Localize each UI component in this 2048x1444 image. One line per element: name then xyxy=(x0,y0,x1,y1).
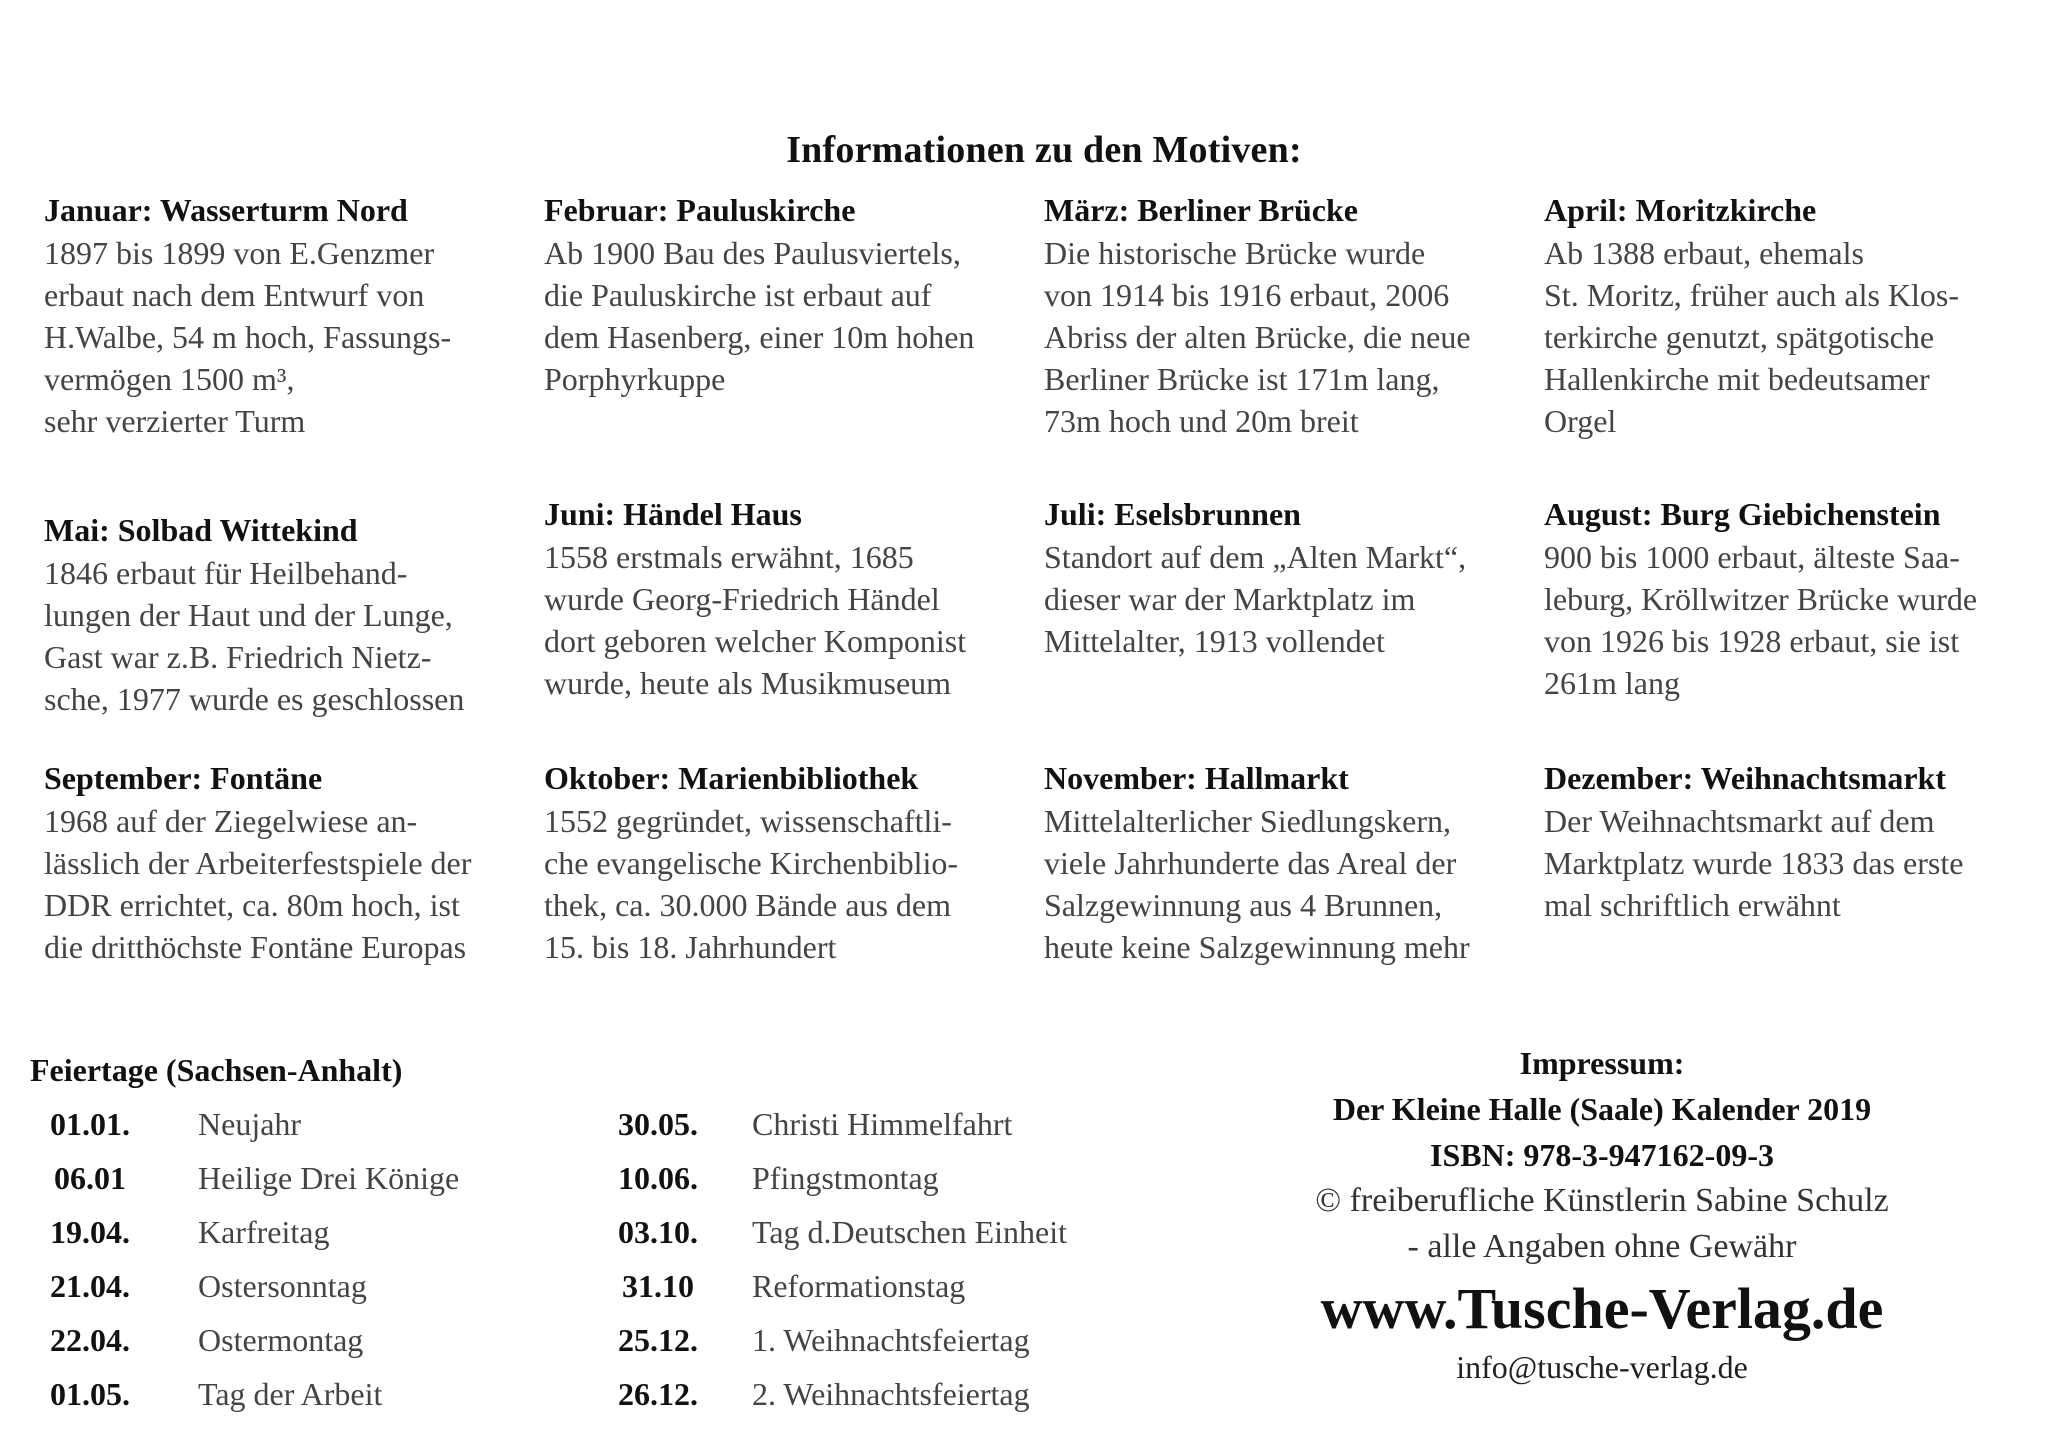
month-heading: Juni: Händel Haus xyxy=(544,496,802,532)
month-heading: April: Moritzkirche xyxy=(1544,192,1817,228)
month-heading: Oktober: Marienbibliothek xyxy=(544,760,919,796)
month-entry-oktober xyxy=(544,756,1039,968)
month-heading: Februar: Pauluskirche xyxy=(544,192,856,228)
month-entry-april xyxy=(1544,188,2039,442)
month-entry-juli xyxy=(1044,492,1539,662)
month-text: Ab 1900 Bau des Paulusviertels, die Pauluskirche ist erbaut auf dem Hasenberg, einer 10m hohen Porphyrkuppe xyxy=(544,235,975,397)
month-entry-februar xyxy=(544,188,1039,400)
holiday-name: Christi Himmelfahrt xyxy=(752,1106,1013,1142)
holiday-date: 10.06. xyxy=(618,1160,698,1196)
holiday-name: Pfingstmontag xyxy=(752,1160,939,1196)
month-text: Der Weihnachtsmarkt auf dem Marktplatz wurde 1833 das erste mal schriftlich erwähnt xyxy=(1544,803,1964,923)
imprint-isbn: ISBN: 978-3-947162-09-3 xyxy=(1430,1137,1774,1173)
holiday-name: Ostermontag xyxy=(198,1322,364,1358)
month-entry-dezember xyxy=(1544,756,2039,926)
holiday-name: Tag der Arbeit xyxy=(198,1376,383,1412)
month-text: 1968 auf der Ziegelwiese an- lässlich der Arbeiterfestspiele der DDR errichtet, ca. 80m hoch, ist die dritthöchste Fontäne Europas xyxy=(44,803,472,965)
holiday-name: Neujahr xyxy=(198,1106,302,1142)
holiday-date: 01.05. xyxy=(50,1376,130,1412)
month-heading: Dezember: Weihnachtsmarkt xyxy=(1544,760,1946,796)
month-heading: November: Hallmarkt xyxy=(1044,760,1349,796)
month-text: 1552 gegründet, wissenschaftli- che evangelische Kirchenbiblio- thek, ca. 30.000 Bände aus dem 15. bis 18. Jahrhundert xyxy=(544,803,959,965)
month-heading: März: Berliner Brücke xyxy=(1044,192,1358,228)
holiday-name: Ostersonntag xyxy=(198,1268,367,1304)
holiday-date: 22.04. xyxy=(50,1322,130,1358)
holiday-date: 19.04. xyxy=(50,1214,130,1250)
month-text: Standort auf dem „Alten Markt“, dieser war der Marktplatz im Mittelalter, 1913 vollendet xyxy=(1044,539,1467,659)
holiday-date: 21.04. xyxy=(50,1268,130,1304)
email-link[interactable]: info@tusche-verlag.de xyxy=(1456,1349,1748,1385)
month-entry-august xyxy=(1544,492,2039,704)
holiday-name: Heilige Drei Könige xyxy=(198,1160,460,1196)
holiday-name: Karfreitag xyxy=(198,1214,330,1250)
month-heading: August: Burg Giebichenstein xyxy=(1544,496,1941,532)
holiday-date: 03.10. xyxy=(618,1214,698,1250)
page-title: Informationen zu den Motiven: xyxy=(786,129,1302,171)
month-entry-september xyxy=(44,756,539,968)
month-text: 1897 bis 1899 von E.Genzmer erbaut nach dem Entwurf von H.Walbe, 54 m hoch, Fassungs- vermögen 1500 m³, sehr verzierter Turm xyxy=(44,235,452,439)
month-text: 1846 erbaut für Heilbehand- lungen der Haut und der Lunge, Gast war z.B. Friedrich Nietz- sche, 1977 wurde es geschlossen xyxy=(44,555,465,717)
holiday-name: Tag d.Deutschen Einheit xyxy=(752,1214,1067,1250)
holiday-date: 31.10 xyxy=(622,1268,694,1304)
imprint-block xyxy=(1242,1040,1962,1386)
holiday-date: 06.01 xyxy=(54,1160,126,1196)
month-heading: September: Fontäne xyxy=(44,760,323,796)
month-heading: Juli: Eselsbrunnen xyxy=(1044,496,1301,532)
month-entry-januar xyxy=(44,188,539,442)
month-text: 900 bis 1000 erbaut, älteste Saa- leburg, Kröllwitzer Brücke wurde von 1926 bis 1928 erbaut, sie ist 261m lang xyxy=(1544,539,1978,701)
month-entry-mai xyxy=(44,508,539,720)
month-entry-maerz xyxy=(1044,188,1539,442)
month-entry-november xyxy=(1044,756,1539,968)
holidays-title: Feiertage (Sachsen-Anhalt) xyxy=(30,1052,403,1088)
holiday-date: 26.12. xyxy=(618,1376,698,1412)
website-link[interactable]: www.Tusche-Verlag.de xyxy=(1320,1276,1884,1341)
holiday-date: 01.01. xyxy=(50,1106,130,1142)
imprint-heading: Impressum: xyxy=(1519,1045,1685,1081)
holiday-date: 25.12. xyxy=(618,1322,698,1358)
month-text: Mittelalterlicher Siedlungskern, viele Jahrhunderte das Areal der Salzgewinnung aus 4 Brunnen, heute keine Salzgewinnung mehr xyxy=(1044,803,1470,965)
month-text: Die historische Brücke wurde von 1914 bis 1916 erbaut, 2006 Abriss der alten Brücke, die neue Berliner Brücke ist 171m lang, 73m hoch und 20m breit xyxy=(1044,235,1471,439)
holiday-name: Reformationstag xyxy=(752,1268,966,1304)
holiday-date: 30.05. xyxy=(618,1106,698,1142)
imprint-copyright: © freiberufliche Künstlerin Sabine Schulz xyxy=(1315,1182,1889,1219)
month-text: Ab 1388 erbaut, ehemals St. Moritz, früher auch als Klos- terkirche genutzt, spätgotische Hallenkirche mit bedeutsamer Orgel xyxy=(1544,235,1960,439)
month-heading: Mai: Solbad Wittekind xyxy=(44,512,358,548)
month-entry-juni xyxy=(544,492,1039,704)
month-heading: Januar: Wasserturm Nord xyxy=(44,192,408,228)
month-text: 1558 erstmals erwähnt, 1685 wurde Georg-Friedrich Händel dort geboren welcher Komponist wurde, heute als Musikmuseum xyxy=(544,539,967,701)
holiday-name: 2. Weihnachtsfeiertag xyxy=(752,1376,1030,1412)
holiday-name: 1. Weihnachtsfeiertag xyxy=(752,1322,1030,1358)
imprint-calendar-title: Der Kleine Halle (Saale) Kalender 2019 xyxy=(1332,1091,1872,1127)
imprint-disclaimer: - alle Angaben ohne Gewähr xyxy=(1407,1228,1797,1265)
